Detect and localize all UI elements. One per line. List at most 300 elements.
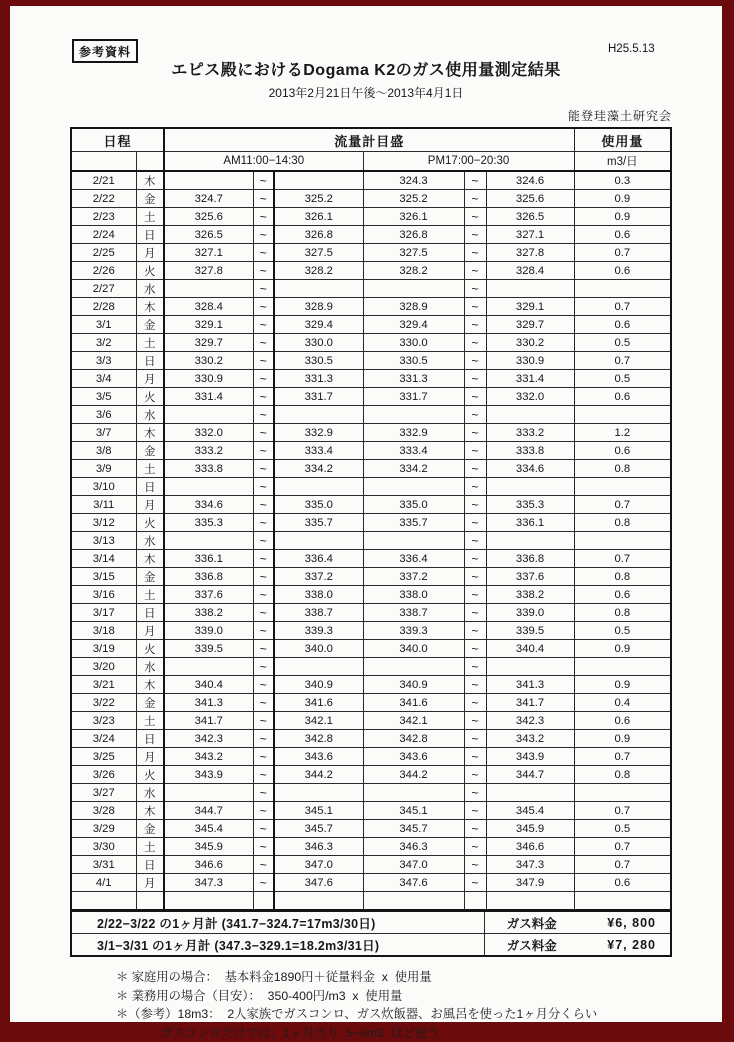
cell-pm-end: [486, 532, 574, 550]
tilde-mark: ~: [253, 460, 274, 478]
cell-pm-end: 333.2: [486, 424, 574, 442]
cell-date: 3/22: [71, 694, 136, 712]
cell-am-start: [164, 280, 253, 298]
table-row: [71, 226, 671, 244]
cell-pm-start: 346.3: [363, 838, 464, 856]
cell-am-end: 338.7: [274, 604, 363, 622]
cell-am-start: 333.8: [164, 460, 253, 478]
cell-pm-end: 327.1: [486, 226, 574, 244]
measurement-table: [70, 127, 672, 911]
header-usage: 使用量: [574, 128, 671, 152]
table-row: [71, 208, 671, 226]
cell-am-end: [274, 406, 363, 424]
tilde-mark: ~: [464, 730, 486, 748]
gas-fee-label: ガス料金: [484, 934, 579, 957]
cell-date: 3/18: [71, 622, 136, 640]
cell-pm-start: 334.2: [363, 460, 464, 478]
cell-day: 金: [136, 820, 164, 838]
tilde-mark: ~: [464, 226, 486, 244]
tilde-mark: ~: [253, 802, 274, 820]
cell-am-start: 339.5: [164, 640, 253, 658]
tilde-mark: ~: [464, 496, 486, 514]
cell-pm-end: 325.6: [486, 190, 574, 208]
cell-usage: 0.7: [574, 802, 671, 820]
tilde-mark: ~: [464, 694, 486, 712]
cell-day: 水: [136, 784, 164, 802]
table-row: [71, 262, 671, 280]
cell-am-end: 346.3: [274, 838, 363, 856]
cell-am-start: [164, 658, 253, 676]
cell-usage: [574, 532, 671, 550]
cell-pm-start: 329.4: [363, 316, 464, 334]
cell-pm-end: 324.6: [486, 171, 574, 190]
cell-pm-start: 332.9: [363, 424, 464, 442]
cell-pm-start: 337.2: [363, 568, 464, 586]
tilde-mark: ~: [253, 370, 274, 388]
tilde-mark: ~: [253, 532, 274, 550]
cell-day: 土: [136, 460, 164, 478]
table-row: [71, 406, 671, 424]
tilde-mark: ~: [253, 874, 274, 892]
tilde-mark: ~: [464, 838, 486, 856]
table-row: [71, 496, 671, 514]
cell-pm-end: 330.9: [486, 352, 574, 370]
cell-pm-start: 338.7: [363, 604, 464, 622]
cell-usage: 0.7: [574, 244, 671, 262]
tilde-mark: ~: [253, 676, 274, 694]
header-pm-range: PM17:00−20:30: [363, 152, 574, 172]
table-row: [71, 244, 671, 262]
tilde-mark: ~: [253, 244, 274, 262]
table-row: [71, 171, 671, 190]
cell-date: 3/23: [71, 712, 136, 730]
cell-am-start: 331.4: [164, 388, 253, 406]
cell-day: 土: [136, 334, 164, 352]
table-row: [71, 550, 671, 568]
tilde-mark: ~: [253, 171, 274, 190]
cell-am-end: 340.9: [274, 676, 363, 694]
summary-table: [70, 910, 672, 957]
cell-date: 3/19: [71, 640, 136, 658]
table-row: [71, 676, 671, 694]
cell-am-start: 346.6: [164, 856, 253, 874]
cell-am-start: 330.2: [164, 352, 253, 370]
cell-pm-end: 328.4: [486, 262, 574, 280]
table-row: [71, 334, 671, 352]
cell-am-end: [274, 280, 363, 298]
cell-day: 木: [136, 424, 164, 442]
cell-usage: [574, 478, 671, 496]
tilde-mark: [464, 892, 486, 911]
cell-usage: 0.6: [574, 316, 671, 334]
table-row: [71, 460, 671, 478]
cell-day: 金: [136, 190, 164, 208]
cell-pm-start: [363, 406, 464, 424]
cell-am-start: 330.9: [164, 370, 253, 388]
table-row: [71, 802, 671, 820]
cell-date: 3/27: [71, 784, 136, 802]
tilde-mark: ~: [464, 171, 486, 190]
tilde-mark: ~: [253, 442, 274, 460]
tilde-mark: ~: [253, 712, 274, 730]
cell-pm-start: 335.7: [363, 514, 464, 532]
cell-pm-start: [363, 478, 464, 496]
tilde-mark: ~: [464, 712, 486, 730]
cell-day: 土: [136, 838, 164, 856]
cell-pm-end: 338.2: [486, 586, 574, 604]
cell-am-start: [164, 406, 253, 424]
cell-am-end: 332.9: [274, 424, 363, 442]
cell-usage: 1.2: [574, 424, 671, 442]
cell-date: 2/24: [71, 226, 136, 244]
cell-am-end: 343.6: [274, 748, 363, 766]
cell-am-end: 328.9: [274, 298, 363, 316]
cell-usage: [574, 658, 671, 676]
header-usage-unit: m3/日: [574, 152, 671, 172]
cell-pm-end: 333.8: [486, 442, 574, 460]
cell-am-start: 329.1: [164, 316, 253, 334]
cell-date: 3/17: [71, 604, 136, 622]
cell-pm-start: 342.1: [363, 712, 464, 730]
cell-am-end: 326.8: [274, 226, 363, 244]
cell-day: 火: [136, 640, 164, 658]
cell-am-end: 341.6: [274, 694, 363, 712]
cell-am-end: 345.7: [274, 820, 363, 838]
table-row: [71, 838, 671, 856]
cell-am-start: 338.2: [164, 604, 253, 622]
table-row: [71, 604, 671, 622]
cell-am-end: 330.0: [274, 334, 363, 352]
reference-stamp: 参考資料: [72, 39, 138, 63]
table-row: [71, 856, 671, 874]
cell-pm-start: 335.0: [363, 496, 464, 514]
cell-am-start: 341.7: [164, 712, 253, 730]
gas-fee-amount: ¥6, 800: [579, 911, 671, 934]
cell-pm-start: 340.9: [363, 676, 464, 694]
cell-date: 4/1: [71, 874, 136, 892]
cell-usage: 0.5: [574, 622, 671, 640]
tilde-mark: ~: [464, 604, 486, 622]
cell-day: 木: [136, 550, 164, 568]
document-page: [10, 6, 722, 1022]
cell-pm-start: 338.0: [363, 586, 464, 604]
cell-am-start: 324.7: [164, 190, 253, 208]
cell-date: 3/24: [71, 730, 136, 748]
cell-pm-start: 341.6: [363, 694, 464, 712]
tilde-mark: ~: [464, 748, 486, 766]
cell-date: 3/15: [71, 568, 136, 586]
cell-date: 3/7: [71, 424, 136, 442]
cell-pm-end: 336.8: [486, 550, 574, 568]
cell-am-end: 336.4: [274, 550, 363, 568]
header-day-blank: [136, 152, 164, 172]
cell-am-start: 327.8: [164, 262, 253, 280]
cell-day: 月: [136, 244, 164, 262]
cell-pm-start: 344.2: [363, 766, 464, 784]
tilde-mark: ~: [464, 190, 486, 208]
tilde-mark: ~: [253, 190, 274, 208]
cell-usage: 0.6: [574, 874, 671, 892]
cell-day: 日: [136, 226, 164, 244]
table-row: [71, 784, 671, 802]
table-row: [71, 514, 671, 532]
cell-pm-end: 340.4: [486, 640, 574, 658]
cell-am-start: [164, 478, 253, 496]
cell-day: 木: [136, 298, 164, 316]
cell-day: 日: [136, 856, 164, 874]
cell-day: 金: [136, 316, 164, 334]
cell-am-end: 342.1: [274, 712, 363, 730]
table-row: [71, 640, 671, 658]
cell-am-end: 334.2: [274, 460, 363, 478]
cell-am-end: [274, 784, 363, 802]
cell-day: 日: [136, 604, 164, 622]
cell-day: 月: [136, 370, 164, 388]
cell-pm-start: 347.6: [363, 874, 464, 892]
cell-am-start: 344.7: [164, 802, 253, 820]
cell-day: 木: [136, 171, 164, 190]
cell-date: 2/26: [71, 262, 136, 280]
cell-am-end: [274, 478, 363, 496]
cell-pm-start: 331.7: [363, 388, 464, 406]
tilde-mark: ~: [464, 208, 486, 226]
cell-pm-start: [363, 892, 464, 911]
cell-date: 3/28: [71, 802, 136, 820]
tilde-mark: ~: [464, 244, 486, 262]
cell-day: 火: [136, 262, 164, 280]
cell-date: 3/31: [71, 856, 136, 874]
cell-pm-start: [363, 532, 464, 550]
cell-usage: 0.7: [574, 496, 671, 514]
cell-pm-start: 324.3: [363, 171, 464, 190]
table-row: [71, 748, 671, 766]
cell-date: 2/22: [71, 190, 136, 208]
cell-pm-start: 339.3: [363, 622, 464, 640]
table-row: [71, 388, 671, 406]
table-row: [71, 442, 671, 460]
tilde-mark: ~: [253, 424, 274, 442]
cell-day: 火: [136, 766, 164, 784]
summary-row: [71, 934, 671, 957]
table-body: [71, 171, 671, 910]
cell-am-start: 333.2: [164, 442, 253, 460]
tilde-mark: ~: [464, 442, 486, 460]
cell-am-start: 340.4: [164, 676, 253, 694]
cell-am-end: 335.7: [274, 514, 363, 532]
cell-am-start: [164, 532, 253, 550]
cell-am-end: 327.5: [274, 244, 363, 262]
cell-date: 3/12: [71, 514, 136, 532]
cell-date: 3/26: [71, 766, 136, 784]
table-row: [71, 622, 671, 640]
cell-usage: 0.8: [574, 568, 671, 586]
cell-date: 2/28: [71, 298, 136, 316]
cell-pm-end: [486, 280, 574, 298]
tilde-mark: ~: [253, 316, 274, 334]
cell-pm-end: [486, 478, 574, 496]
cell-pm-start: 327.5: [363, 244, 464, 262]
cell-am-start: 341.3: [164, 694, 253, 712]
cell-am-end: 326.1: [274, 208, 363, 226]
tilde-mark: ~: [253, 226, 274, 244]
table-row: [71, 352, 671, 370]
cell-pm-end: 337.6: [486, 568, 574, 586]
tilde-mark: ~: [464, 478, 486, 496]
table-row: [71, 712, 671, 730]
cell-am-start: [164, 784, 253, 802]
tilde-mark: ~: [253, 604, 274, 622]
table-row: [71, 280, 671, 298]
header-date-blank: [71, 152, 136, 172]
cell-pm-end: 331.4: [486, 370, 574, 388]
cell-usage: 0.7: [574, 856, 671, 874]
tilde-mark: ~: [464, 568, 486, 586]
table-row: [71, 586, 671, 604]
cell-am-end: 340.0: [274, 640, 363, 658]
note-line: ＊ 家庭用の場合： 基本料金1890円＋従量料金 x 使用量: [116, 968, 670, 987]
cell-usage: 0.3: [574, 171, 671, 190]
cell-pm-start: 345.7: [363, 820, 464, 838]
tilde-mark: ~: [464, 460, 486, 478]
cell-usage: 0.7: [574, 838, 671, 856]
summary-row: [71, 911, 671, 934]
tilde-mark: ~: [464, 874, 486, 892]
cell-pm-start: 343.6: [363, 748, 464, 766]
cell-day: 月: [136, 622, 164, 640]
cell-am-end: 330.5: [274, 352, 363, 370]
summary-label: 3/1−3/31 の1ヶ月計 (347.3−329.1=18.2m3/31日): [71, 934, 484, 957]
cell-am-start: 336.1: [164, 550, 253, 568]
cell-pm-end: 347.9: [486, 874, 574, 892]
cell-date: 2/21: [71, 171, 136, 190]
cell-pm-start: [363, 658, 464, 676]
tilde-mark: ~: [253, 298, 274, 316]
tilde-mark: ~: [253, 334, 274, 352]
cell-pm-end: 329.1: [486, 298, 574, 316]
tilde-mark: ~: [464, 514, 486, 532]
cell-pm-end: 339.0: [486, 604, 574, 622]
summary-label: 2/22−3/22 の1ヶ月計 (341.7−324.7=17m3/30日): [71, 911, 484, 934]
cell-am-end: 331.7: [274, 388, 363, 406]
cell-am-end: 339.3: [274, 622, 363, 640]
cell-am-end: [274, 892, 363, 911]
cell-pm-end: 345.9: [486, 820, 574, 838]
document-date: H25.5.13: [608, 43, 655, 55]
table-header: [71, 128, 671, 171]
cell-day: 金: [136, 694, 164, 712]
cell-pm-end: 336.1: [486, 514, 574, 532]
cell-usage: 0.5: [574, 370, 671, 388]
cell-date: 3/25: [71, 748, 136, 766]
tilde-mark: ~: [464, 784, 486, 802]
cell-day: [136, 892, 164, 911]
tilde-mark: ~: [253, 406, 274, 424]
cell-usage: 0.6: [574, 442, 671, 460]
cell-pm-end: 326.5: [486, 208, 574, 226]
cell-am-start: 328.4: [164, 298, 253, 316]
cell-pm-start: 325.2: [363, 190, 464, 208]
cell-am-end: [274, 171, 363, 190]
cell-pm-end: [486, 784, 574, 802]
cell-pm-start: 347.0: [363, 856, 464, 874]
cell-day: 木: [136, 802, 164, 820]
cell-usage: 0.4: [574, 694, 671, 712]
tilde-mark: ~: [464, 316, 486, 334]
tilde-mark: ~: [253, 658, 274, 676]
cell-pm-end: 335.3: [486, 496, 574, 514]
cell-pm-start: [363, 280, 464, 298]
tilde-mark: ~: [253, 262, 274, 280]
cell-pm-start: 330.5: [363, 352, 464, 370]
table-row: [71, 730, 671, 748]
cell-usage: 0.6: [574, 226, 671, 244]
cell-pm-start: 326.8: [363, 226, 464, 244]
tilde-mark: ~: [464, 766, 486, 784]
tilde-mark: ~: [253, 784, 274, 802]
tilde-mark: ~: [253, 856, 274, 874]
tilde-mark: ~: [253, 352, 274, 370]
tilde-mark: ~: [253, 208, 274, 226]
cell-am-start: 336.8: [164, 568, 253, 586]
cell-usage: 0.8: [574, 766, 671, 784]
cell-day: 金: [136, 568, 164, 586]
cell-usage: [574, 784, 671, 802]
cell-date: 3/11: [71, 496, 136, 514]
tilde-mark: ~: [464, 676, 486, 694]
cell-am-end: 347.6: [274, 874, 363, 892]
note-line: ＊ 業務用の場合（目安）： 350-400円/m3 x 使用量: [116, 987, 670, 1006]
tilde-mark: ~: [253, 820, 274, 838]
cell-am-end: 328.2: [274, 262, 363, 280]
cell-day: 火: [136, 388, 164, 406]
cell-pm-end: 341.7: [486, 694, 574, 712]
cell-am-start: 345.4: [164, 820, 253, 838]
cell-pm-end: 341.3: [486, 676, 574, 694]
cell-usage: 0.9: [574, 730, 671, 748]
cell-am-start: 342.3: [164, 730, 253, 748]
page-title: エピス殿におけるDogama K2のガス使用量測定結果: [10, 57, 722, 80]
cell-date: 2/23: [71, 208, 136, 226]
cell-usage: 0.9: [574, 190, 671, 208]
cell-date: 3/16: [71, 586, 136, 604]
cell-am-start: 329.7: [164, 334, 253, 352]
table-row: [71, 370, 671, 388]
cell-pm-end: 339.5: [486, 622, 574, 640]
cell-pm-end: 330.2: [486, 334, 574, 352]
cell-pm-end: 342.3: [486, 712, 574, 730]
header-meter: 流量計目盛: [164, 128, 574, 152]
cell-date: 3/21: [71, 676, 136, 694]
cell-pm-start: 326.1: [363, 208, 464, 226]
cell-day: 水: [136, 280, 164, 298]
cell-date: 3/10: [71, 478, 136, 496]
cell-pm-start: 345.1: [363, 802, 464, 820]
cell-usage: 0.8: [574, 604, 671, 622]
cell-am-start: 343.2: [164, 748, 253, 766]
cell-usage: 0.7: [574, 298, 671, 316]
cell-am-start: 335.3: [164, 514, 253, 532]
cell-am-start: 345.9: [164, 838, 253, 856]
tilde-mark: ~: [464, 856, 486, 874]
cell-am-end: 325.2: [274, 190, 363, 208]
tilde-mark: ~: [253, 730, 274, 748]
tilde-mark: ~: [464, 280, 486, 298]
table-row: [71, 874, 671, 892]
table-row: [71, 658, 671, 676]
note-line: ガスコンロだけでは、1ヶ月当り 5−6m3 ほど使う: [160, 1024, 670, 1042]
table-row: [71, 298, 671, 316]
cell-pm-end: [486, 892, 574, 911]
